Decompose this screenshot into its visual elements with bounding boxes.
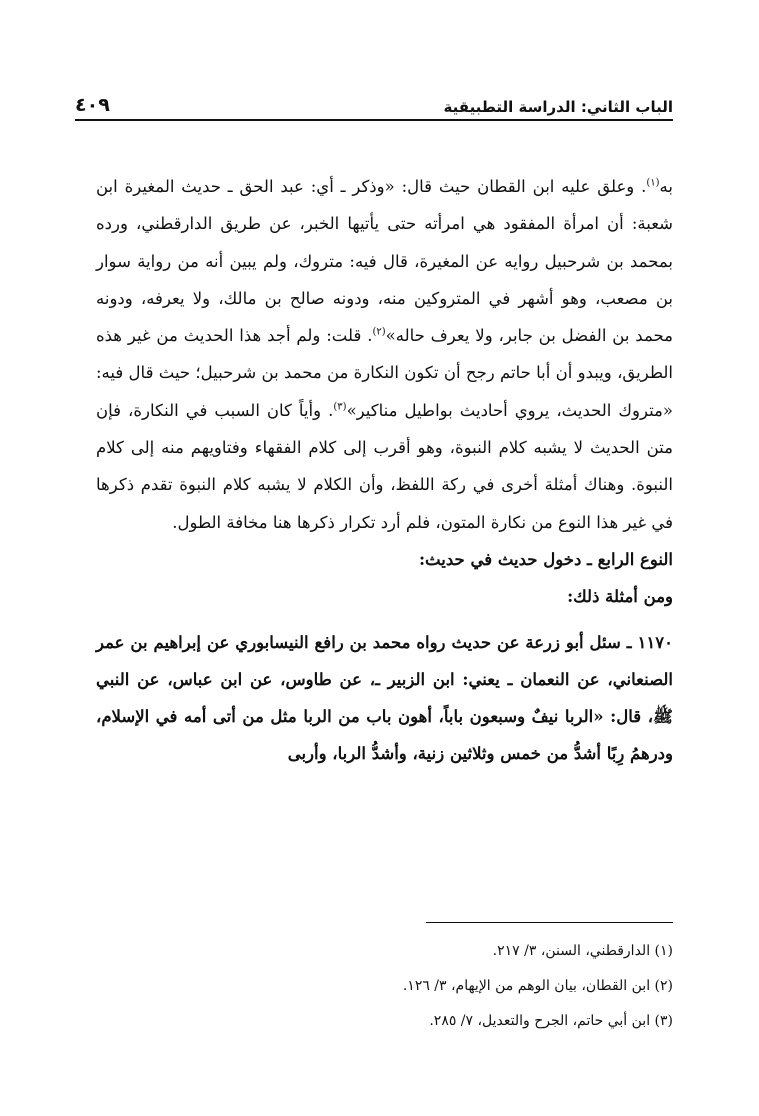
example-paragraph: ١١٧٠ ـ سئل أبو زرعة عن حديث رواه محمد بن رافع النيسابوري عن إبراهيم بن عمر الصنعاني، عن النعمان ـ يعني: ابن الزبير ـ، عن طاوس، عن ابن عباس، عن النبي ﷺ، قال: «الربا نيفٌ وسبعون باباً، أهون باب من الربا مثل من أتى أمه في الإسلام، ودرهمُ رِبًا أشدُّ من خمس وثلاثين زنية، وأشدُّ الربا، وأربى [96,632,673,764]
page-number: ٤٠٩ [75,94,110,116]
text-run: . وأياً كان السبب في النكارة، فإن متن الحديث لا يشبه كلام النبوة، وهو أقرب إلى كلام الفقهاء وفتاويهم منه إلى كلام النبوة. وهناك أمثلة أخرى في ركة اللفظ، وأن الكلام لا يشبه كلام النبوة تقدم ذكرها في غير هذا النوع من نكارة المتون، فلم أرد تكرار ذكرها هنا مخافة الطول. [96,400,673,532]
footnotes [150,934,673,1039]
section-heading: النوع الرابع ـ دخول حديث في حديث: [418,549,673,569]
running-head: الباب الثاني: الدراسة التطبيقية [443,98,673,116]
text-run: . قلت: ولم أجد هذا الحديث من غير هذه الطريق، ويبدو أن أبا حاتم رجح أن تكون النكارة من محمد بن شرحبيل؛ حيث قال فيه: «متروك الحديث، يروي أحاديث بواطيل مناكير» [96,326,673,420]
paragraph-commentary [96,168,673,541]
footnote-3: (٣) ابن أبي حاتم، الجرح والتعديل، ٧/ ٢٨٥. [429,1013,673,1029]
text-run: . وعلق عليه ابن القطان حيث قال: «وذكر ـ أي: عبد الحق ـ حديث المغيرة ابن شعبة: أن امرأة المفقود هي امرأته حتى يأتيها الخبر، عن طريق الدارقطني، ورده بمحمد بن شرحبيل روايه عن المغيرة، قال فيه: متروك، ولم يبين أنه من رواية سوار بن مصعب، وهو أشهر في المتروكين منه، ودونه صالح بن مالك، ولا يعرفه، ودونه محمد بن الفضل بن جابر، ولا يعرف حاله» [96,177,673,346]
text-run: به [659,177,673,196]
page-header [75,82,673,116]
footnote-2: (٢) ابن القطان، بيان الوهم من الإيهام، ٣/ ١٢٦. [402,978,673,994]
footnote-ref-2: (٢) [372,326,386,338]
examples-intro: ومن أمثلة ذلك: [567,587,673,607]
footnote-1: (١) الدارقطني، السنن، ٣/ ٢١٧. [492,943,673,959]
main-text [96,168,673,773]
footnote-ref-1: (١) [646,177,660,189]
header-rule [75,119,673,121]
footnote-separator [426,922,673,923]
footnote-ref-3: (٣) [333,401,347,413]
